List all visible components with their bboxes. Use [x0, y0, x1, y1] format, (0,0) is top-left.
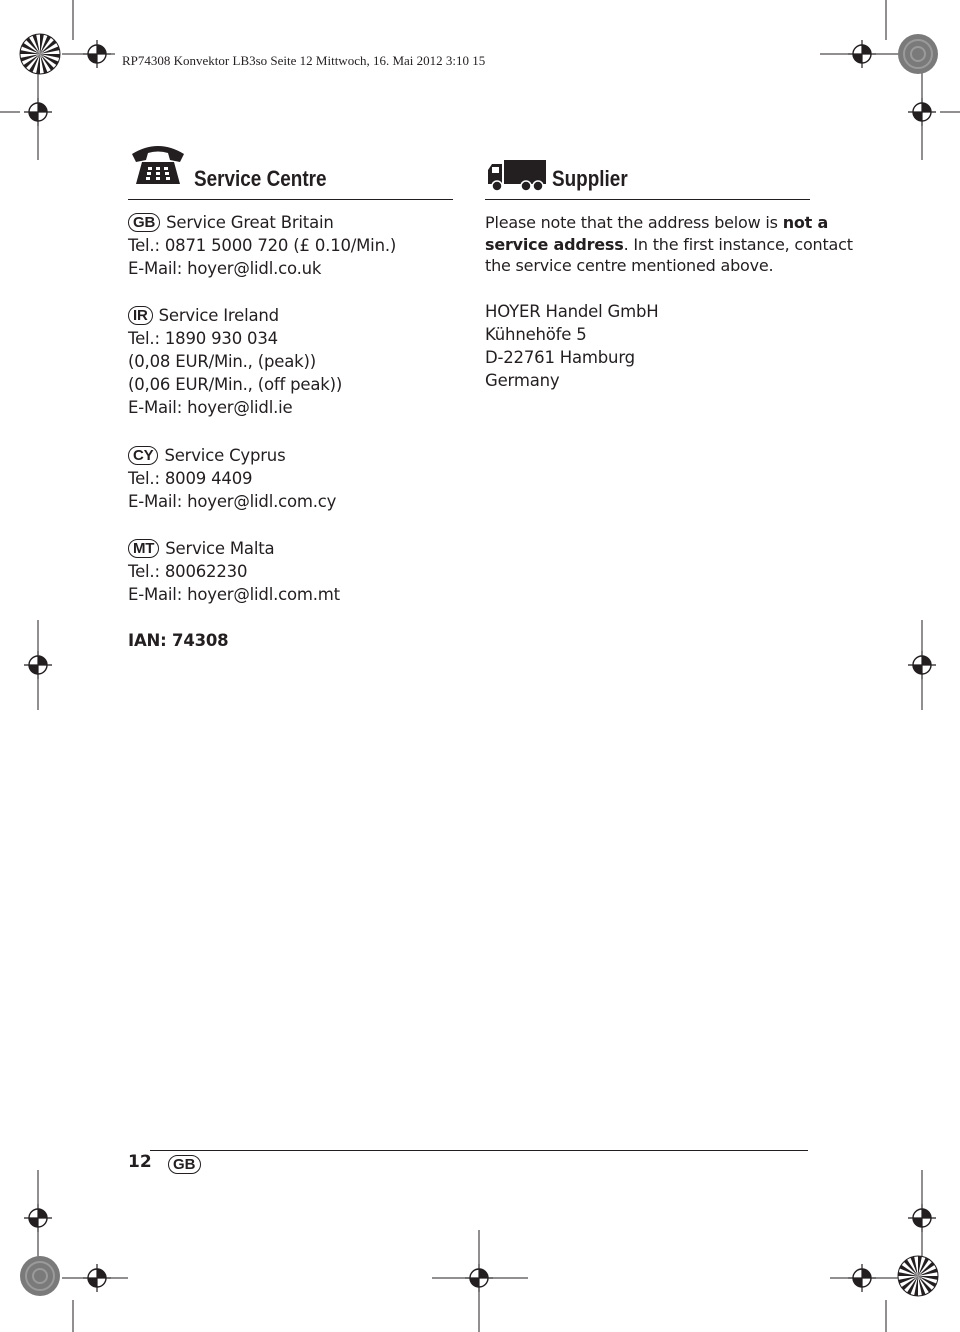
- service-name: Service Ireland: [158, 306, 279, 325]
- country-badge: MT: [128, 539, 159, 558]
- service-name: Service Malta: [165, 539, 275, 558]
- note-text: the service centre mentioned above.: [485, 256, 774, 275]
- service-email: E-Mail: hoyer@lidl.co.uk: [128, 259, 322, 278]
- note-emphasis: service address: [485, 234, 624, 254]
- note-emphasis: not a: [782, 213, 829, 232]
- service-phone: Tel.: 0871 5000 720 (£ 0.10/Min.): [128, 236, 397, 255]
- service-entry-mt: [128, 537, 340, 606]
- supplier-street: Kühnehöfe 5: [485, 325, 587, 344]
- country-badge: IR: [128, 306, 153, 325]
- footer-badge-wrap: [168, 1155, 207, 1174]
- page-number: 12: [128, 1152, 152, 1172]
- supplier-city: D-22761 Hamburg: [485, 348, 635, 367]
- supplier-rule: [485, 199, 810, 200]
- service-entry-cy: [128, 444, 336, 513]
- supplier-country: Germany: [485, 371, 560, 390]
- service-rate-offpeak: (0,06 EUR/Min., (off peak)): [128, 375, 343, 394]
- service-centre-title: Service Centre: [194, 166, 327, 191]
- service-name: Service Great Britain: [166, 213, 334, 232]
- service-entry-gb: [128, 211, 396, 280]
- supplier-address: [485, 300, 658, 392]
- supplier-title: Supplier: [552, 166, 628, 191]
- service-name: Service Cyprus: [164, 446, 286, 465]
- service-email: E-Mail: hoyer@lidl.com.mt: [128, 585, 340, 604]
- supplier-note: [485, 212, 853, 277]
- service-phone: Tel.: 8009 4409: [128, 469, 253, 488]
- service-entry-ir: [128, 304, 342, 419]
- footer-rule: [150, 1150, 808, 1151]
- ian-number: IAN: 74308: [128, 631, 229, 650]
- note-text: Please note that the address below is: [485, 213, 783, 232]
- service-phone: Tel.: 80062230: [128, 562, 248, 581]
- service-centre-rule: [128, 199, 453, 200]
- print-slug: RP74308 Konvektor LB3so Seite 12 Mittwoch, 16. Mai 2012 3:10 15: [122, 53, 486, 68]
- service-email: E-Mail: hoyer@lidl.ie: [128, 398, 293, 417]
- supplier-company: HOYER Handel GmbH: [485, 302, 659, 321]
- country-badge: CY: [128, 446, 158, 465]
- service-rate-peak: (0,08 EUR/Min., (peak)): [128, 352, 316, 371]
- service-phone: Tel.: 1890 930 034: [128, 329, 278, 348]
- country-badge: GB: [128, 213, 160, 232]
- telephone-icon: [128, 140, 188, 190]
- truck-icon: [486, 158, 548, 194]
- footer-country-badge: GB: [168, 1155, 201, 1174]
- service-email: E-Mail: hoyer@lidl.com.cy: [128, 492, 337, 511]
- note-text: . In the first instance, contact: [623, 234, 853, 254]
